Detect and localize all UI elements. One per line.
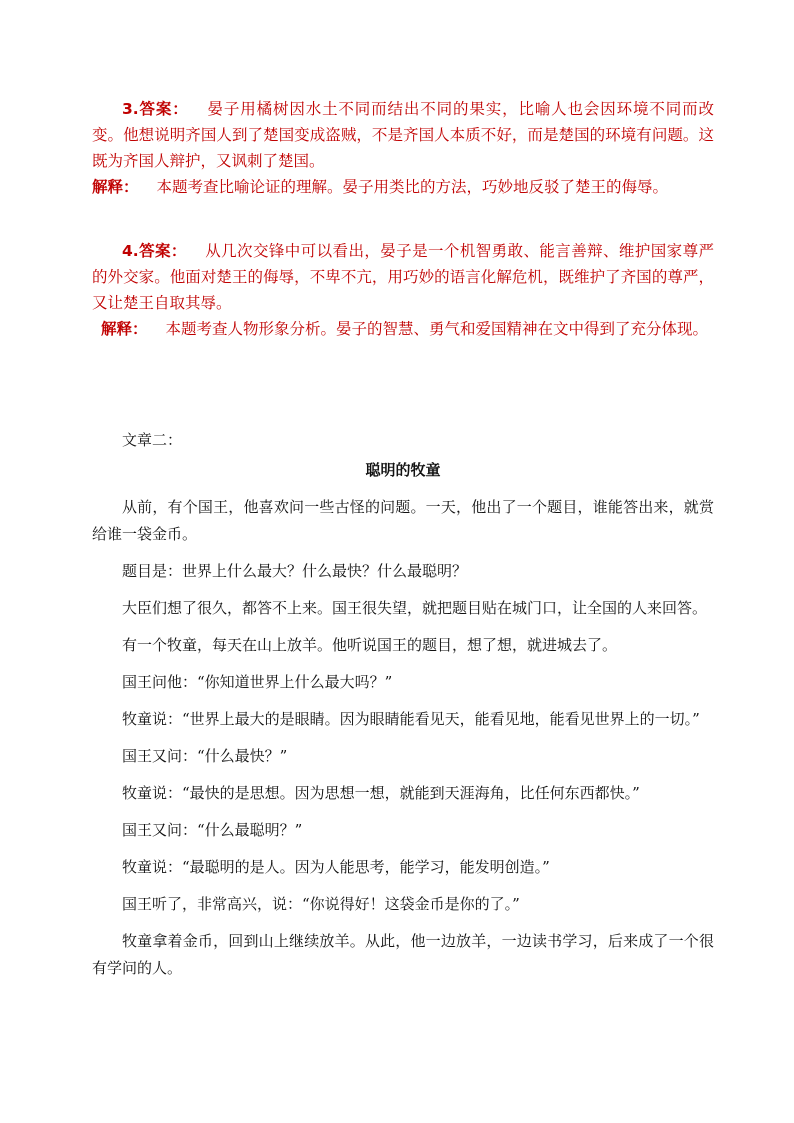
article-two <box>92 428 714 992</box>
article-paragraph: 国王听了，非常高兴，说：“你说得好！这袋金币是你的了。” <box>122 895 520 913</box>
explain-3-text: 本题考查比喻论证的理解。晏子用类比的方法，巧妙地反驳了楚王的侮辱。 <box>156 178 669 196</box>
article-paragraph: 国王又问：“什么最聪明？” <box>122 821 303 839</box>
explain-3-paragraph <box>92 174 714 200</box>
answer-3-label: 3.答案： <box>122 100 189 118</box>
article-body <box>92 494 714 982</box>
article-paragraph: 国王问他：“你知道世界上什么最大吗？” <box>122 673 393 691</box>
explain-4-label: 解释： <box>101 320 148 338</box>
answer-3-paragraph <box>92 96 714 174</box>
article-title: 聪明的牧童 <box>365 461 441 479</box>
answer-3-section <box>92 96 714 200</box>
article-paragraph: 国王又问：“什么最快？” <box>122 747 288 765</box>
answer-4-label: 4.答案： <box>122 242 187 260</box>
explain-4-text: 本题考查人物形象分析。晏子的智慧、勇气和爱国精神在文中得到了充分体现。 <box>165 320 709 338</box>
article-paragraph: 大臣们想了很久，都答不上来。国王很失望，就把题目贴在城门口，让全国的人来回答。 <box>122 599 708 617</box>
article-paragraph: 从前，有个国王，他喜欢问一些古怪的问题。一天，他出了一个题目，谁能答出来，就赏给谁一袋金币。 <box>92 498 714 543</box>
article-paragraph: 题目是：世界上什么最大？什么最快？什么最聪明？ <box>122 562 468 580</box>
answer-4-section <box>92 238 714 342</box>
article-paragraph: 牧童说：“最快的是思想。因为思想一想，就能到天涯海角，比任何东西都快。” <box>122 784 640 802</box>
answer-4-text: 从几次交锋中可以看出，晏子是一个机智勇敢、能言善辩、维护国家尊严的外交家。他面对楚王的侮辱，不卑不亢，用巧妙的语言化解危机，既维护了齐国的尊严，又让楚王自取其辱。 <box>92 242 714 312</box>
article-label: 文章二： <box>122 431 183 449</box>
answer-3-text: 晏子用橘树因水土不同而结出不同的果实，比喻人也会因环境不同而改变。他想说明齐国人到了楚国变成盗贼，不是齐国人本质不好，而是楚国的环境有问题。这既为齐国人辩护，又讽刺了楚国。 <box>92 100 714 170</box>
article-paragraph: 牧童说：“最聪明的是人。因为人能思考，能学习，能发明创造。” <box>122 858 550 876</box>
article-paragraph: 牧童拿着金币，回到山上继续放羊。从此，他一边放羊，一边读书学习，后来成了一个很有学问的人。 <box>92 932 714 977</box>
explain-4-paragraph <box>92 316 714 342</box>
article-paragraph: 牧童说：“世界上最大的是眼睛。因为眼睛能看见天，能看见地，能看见世界上的一切。” <box>122 710 700 728</box>
article-paragraph: 有一个牧童，每天在山上放羊。他听说国王的题目，想了想，就进城去了。 <box>122 636 618 654</box>
answer-4-paragraph <box>92 238 714 316</box>
explain-3-label: 解释： <box>92 178 139 196</box>
